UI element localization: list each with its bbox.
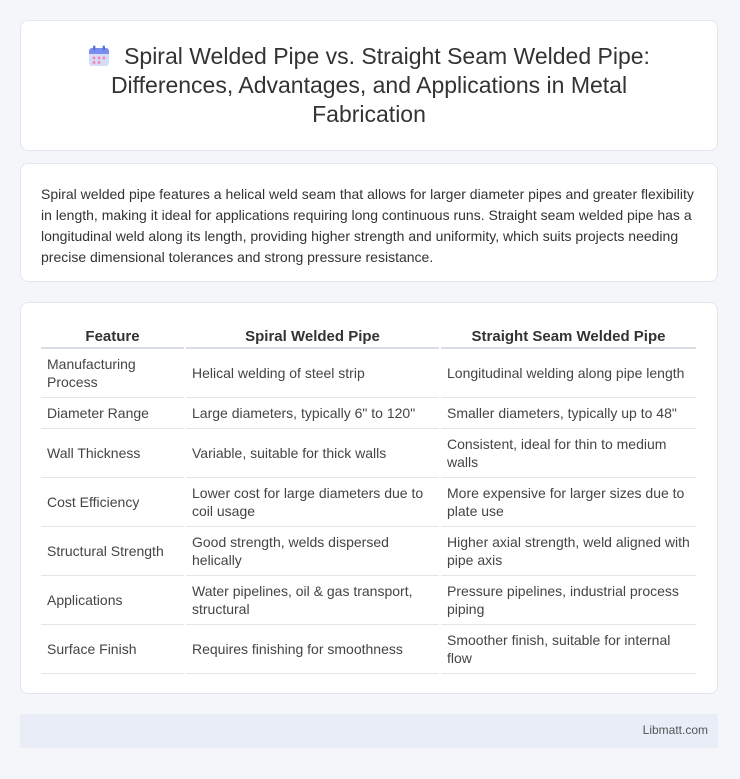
table-row <box>41 398 696 429</box>
title-card <box>20 20 718 151</box>
straight-cell: Smaller diameters, typically up to 48" <box>441 398 696 429</box>
table-row <box>41 625 696 674</box>
table-row <box>41 576 696 625</box>
straight-cell: More expensive for larger sizes due to plate use <box>441 478 696 527</box>
header-straight: Straight Seam Welded Pipe <box>441 325 696 349</box>
straight-cell: Smoother finish, suitable for internal flow <box>441 625 696 674</box>
header-spiral: Spiral Welded Pipe <box>186 325 439 349</box>
feature-cell: Cost Efficiency <box>41 478 184 527</box>
page-title <box>59 42 679 129</box>
feature-cell: Manufacturing Process <box>41 349 184 398</box>
straight-cell: Pressure pipelines, industrial process piping <box>441 576 696 625</box>
footer <box>20 714 718 748</box>
spiral-cell: Water pipelines, oil & gas transport, structural <box>186 576 439 625</box>
comparison-card <box>20 302 718 694</box>
straight-cell: Consistent, ideal for thin to medium walls <box>441 429 696 478</box>
spiral-cell: Large diameters, typically 6" to 120" <box>186 398 439 429</box>
spiral-cell: Requires finishing for smoothness <box>186 625 439 674</box>
intro-paragraph: Spiral welded pipe features a helical weld seam that allows for larger diameter pipes and greater flexibility in length, making it ideal for applications requiring long continuous runs. Straight seam welded pipe has a longitudinal weld along its length, providing higher strength and uniformity, which suits projects needing precise dimensional tolerances and strong pressure resistance. <box>41 186 694 265</box>
feature-cell: Structural Strength <box>41 527 184 576</box>
table-row <box>41 349 696 398</box>
spiral-cell: Lower cost for large diameters due to coil usage <box>186 478 439 527</box>
feature-cell: Applications <box>41 576 184 625</box>
straight-cell: Longitudinal welding along pipe length <box>441 349 696 398</box>
comparison-table <box>39 325 698 674</box>
straight-cell: Higher axial strength, weld aligned with pipe axis <box>441 527 696 576</box>
page-title-text: Spiral Welded Pipe vs. Straight Seam Welded Pipe: Differences, Advantages, and Applications in Metal Fabrication <box>110 43 650 127</box>
table-row <box>41 478 696 527</box>
table-row <box>41 429 696 478</box>
header-feature: Feature <box>41 325 184 349</box>
feature-cell: Diameter Range <box>41 398 184 429</box>
spiral-cell: Variable, suitable for thick walls <box>186 429 439 478</box>
calendar-icon <box>88 45 110 67</box>
table-header-row <box>41 325 696 349</box>
spiral-cell: Helical welding of steel strip <box>186 349 439 398</box>
footer-brand: Libmatt.com <box>642 723 708 737</box>
spiral-cell: Good strength, welds dispersed helically <box>186 527 439 576</box>
table-row <box>41 527 696 576</box>
intro-card <box>20 163 718 282</box>
feature-cell: Surface Finish <box>41 625 184 674</box>
feature-cell: Wall Thickness <box>41 429 184 478</box>
